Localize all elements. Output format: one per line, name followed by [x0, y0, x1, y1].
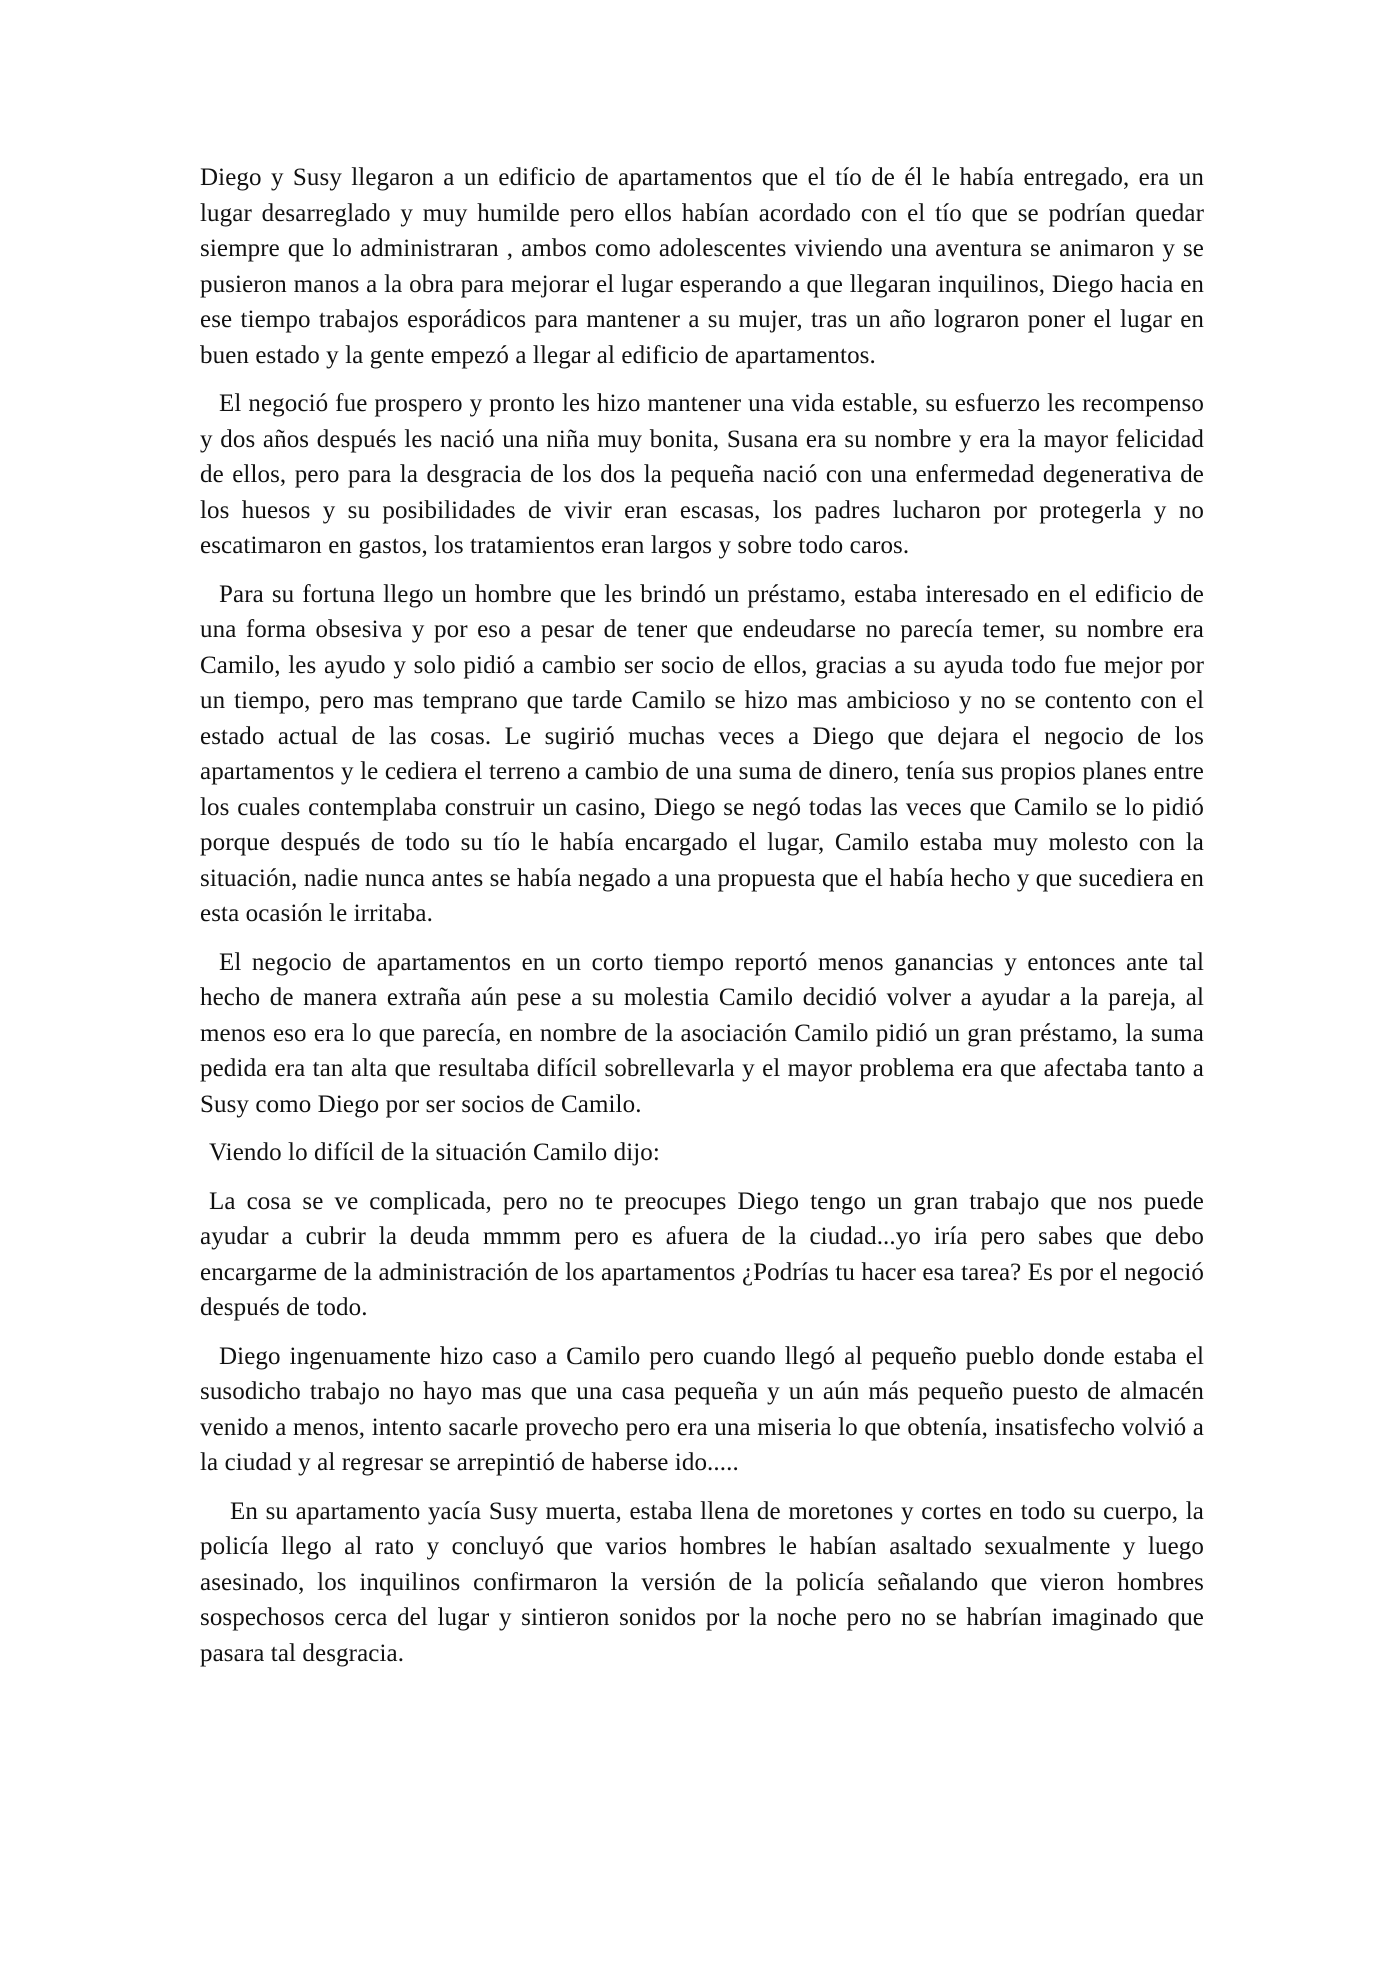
paragraph-5: Viendo lo difícil de la situación Camilo dijo: [209, 1139, 660, 1166]
paragraph-6: La cosa se ve complicada, pero no te preocupes Diego tengo un gran trabajo que nos puede ayudar a cubrir la deuda mmmm pero es afuera de la ciudad...yo iría pero sabes que debo encargarme de la administración de los apartamentos ¿Podrías tu hacer esa tarea? Es por el negoció después de todo. [200, 1187, 1204, 1321]
paragraph-4: El negocio de apartamentos en un corto tiempo reportó menos ganancias y entonces ante tal hecho de manera extraña aún pese a su molestia Camilo decidió volver a ayudar a la pareja, al menos eso era lo que parecía, en nombre de la asociación Camilo pidió un gran préstamo, la suma pedida era tan alta que resultaba difícil sobrellevarla y el mayor problema era que afectaba tanto a Susy como Diego por ser socios de Camilo. [200, 948, 1204, 1118]
paragraph-7: Diego ingenuamente hizo caso a Camilo pero cuando llegó al pequeño pueblo donde estaba el susodicho trabajo no hayo mas que una casa pequeña y un aún más pequeño puesto de almacén venido a menos, intento sacarle provecho pero era una miseria lo que obtenía, insatisfecho volvió a la ciudad y al regresar se arrepintió de haberse ido..... [200, 1342, 1204, 1476]
paragraph-1: Diego y Susy llegaron a un edificio de apartamentos que el tío de él le había entregado, era un lugar desarreglado y muy humilde pero ellos habían acordado con el tío que se podrían quedar siempre que lo administraran , ambos como adolescentes viviendo una aventura se animaron y se pusieron manos a la obra para mejorar el lugar esperando a que llegaran inquilinos, Diego hacia en ese tiempo trabajos esporádicos para mantener a su mujer, tras un año lograron poner el lugar en buen estado y la gente empezó a llegar al edificio de apartamentos. [200, 164, 1204, 369]
document-body [200, 160, 1204, 1684]
paragraph-8: En su apartamento yacía Susy muerta, estaba llena de moretones y cortes en todo su cuerpo, la policía llego al rato y concluyó que varios hombres le habían asaltado sexualmente y luego asesinado, los inquilinos confirmaron la versión de la policía señalando que vieron hombres sospechosos cerca del lugar y sintieron sonidos por la noche pero no se habrían imaginado que pasara tal desgracia. [200, 1497, 1204, 1667]
paragraph-3: Para su fortuna llego un hombre que les brindó un préstamo, estaba interesado en el edificio de una forma obsesiva y por eso a pesar de tener que endeudarse no parecía temer, su nombre era Camilo, les ayudo y solo pidió a cambio ser socio de ellos, gracias a su ayuda todo fue mejor por un tiempo, pero mas temprano que tarde Camilo se hizo mas ambicioso y no se contento con el estado actual de las cosas. Le sugirió muchas veces a Diego que dejara el negocio de los apartamentos y le cediera el terreno a cambio de una suma de dinero, tenía sus propios planes entre los cuales contemplaba construir un casino, Diego se negó todas las veces que Camilo se lo pidió porque después de todo su tío le había encargado el lugar, Camilo estaba muy molesto con la situación, nadie nunca antes se había negado a una propuesta que el había hecho y que sucediera en esta ocasión le irritaba. [200, 580, 1204, 927]
paragraph-2: El negoció fue prospero y pronto les hizo mantener una vida estable, su esfuerzo les recompenso y dos años después les nació una niña muy bonita, Susana era su nombre y era la mayor felicidad de ellos, pero para la desgracia de los dos la pequeña nació con una enfermedad degenerativa de los huesos y su posibilidades de vivir eran escasas, los padres lucharon por protegerla y no escatimaron en gastos, los tratamientos eran largos y sobre todo caros. [200, 390, 1204, 559]
